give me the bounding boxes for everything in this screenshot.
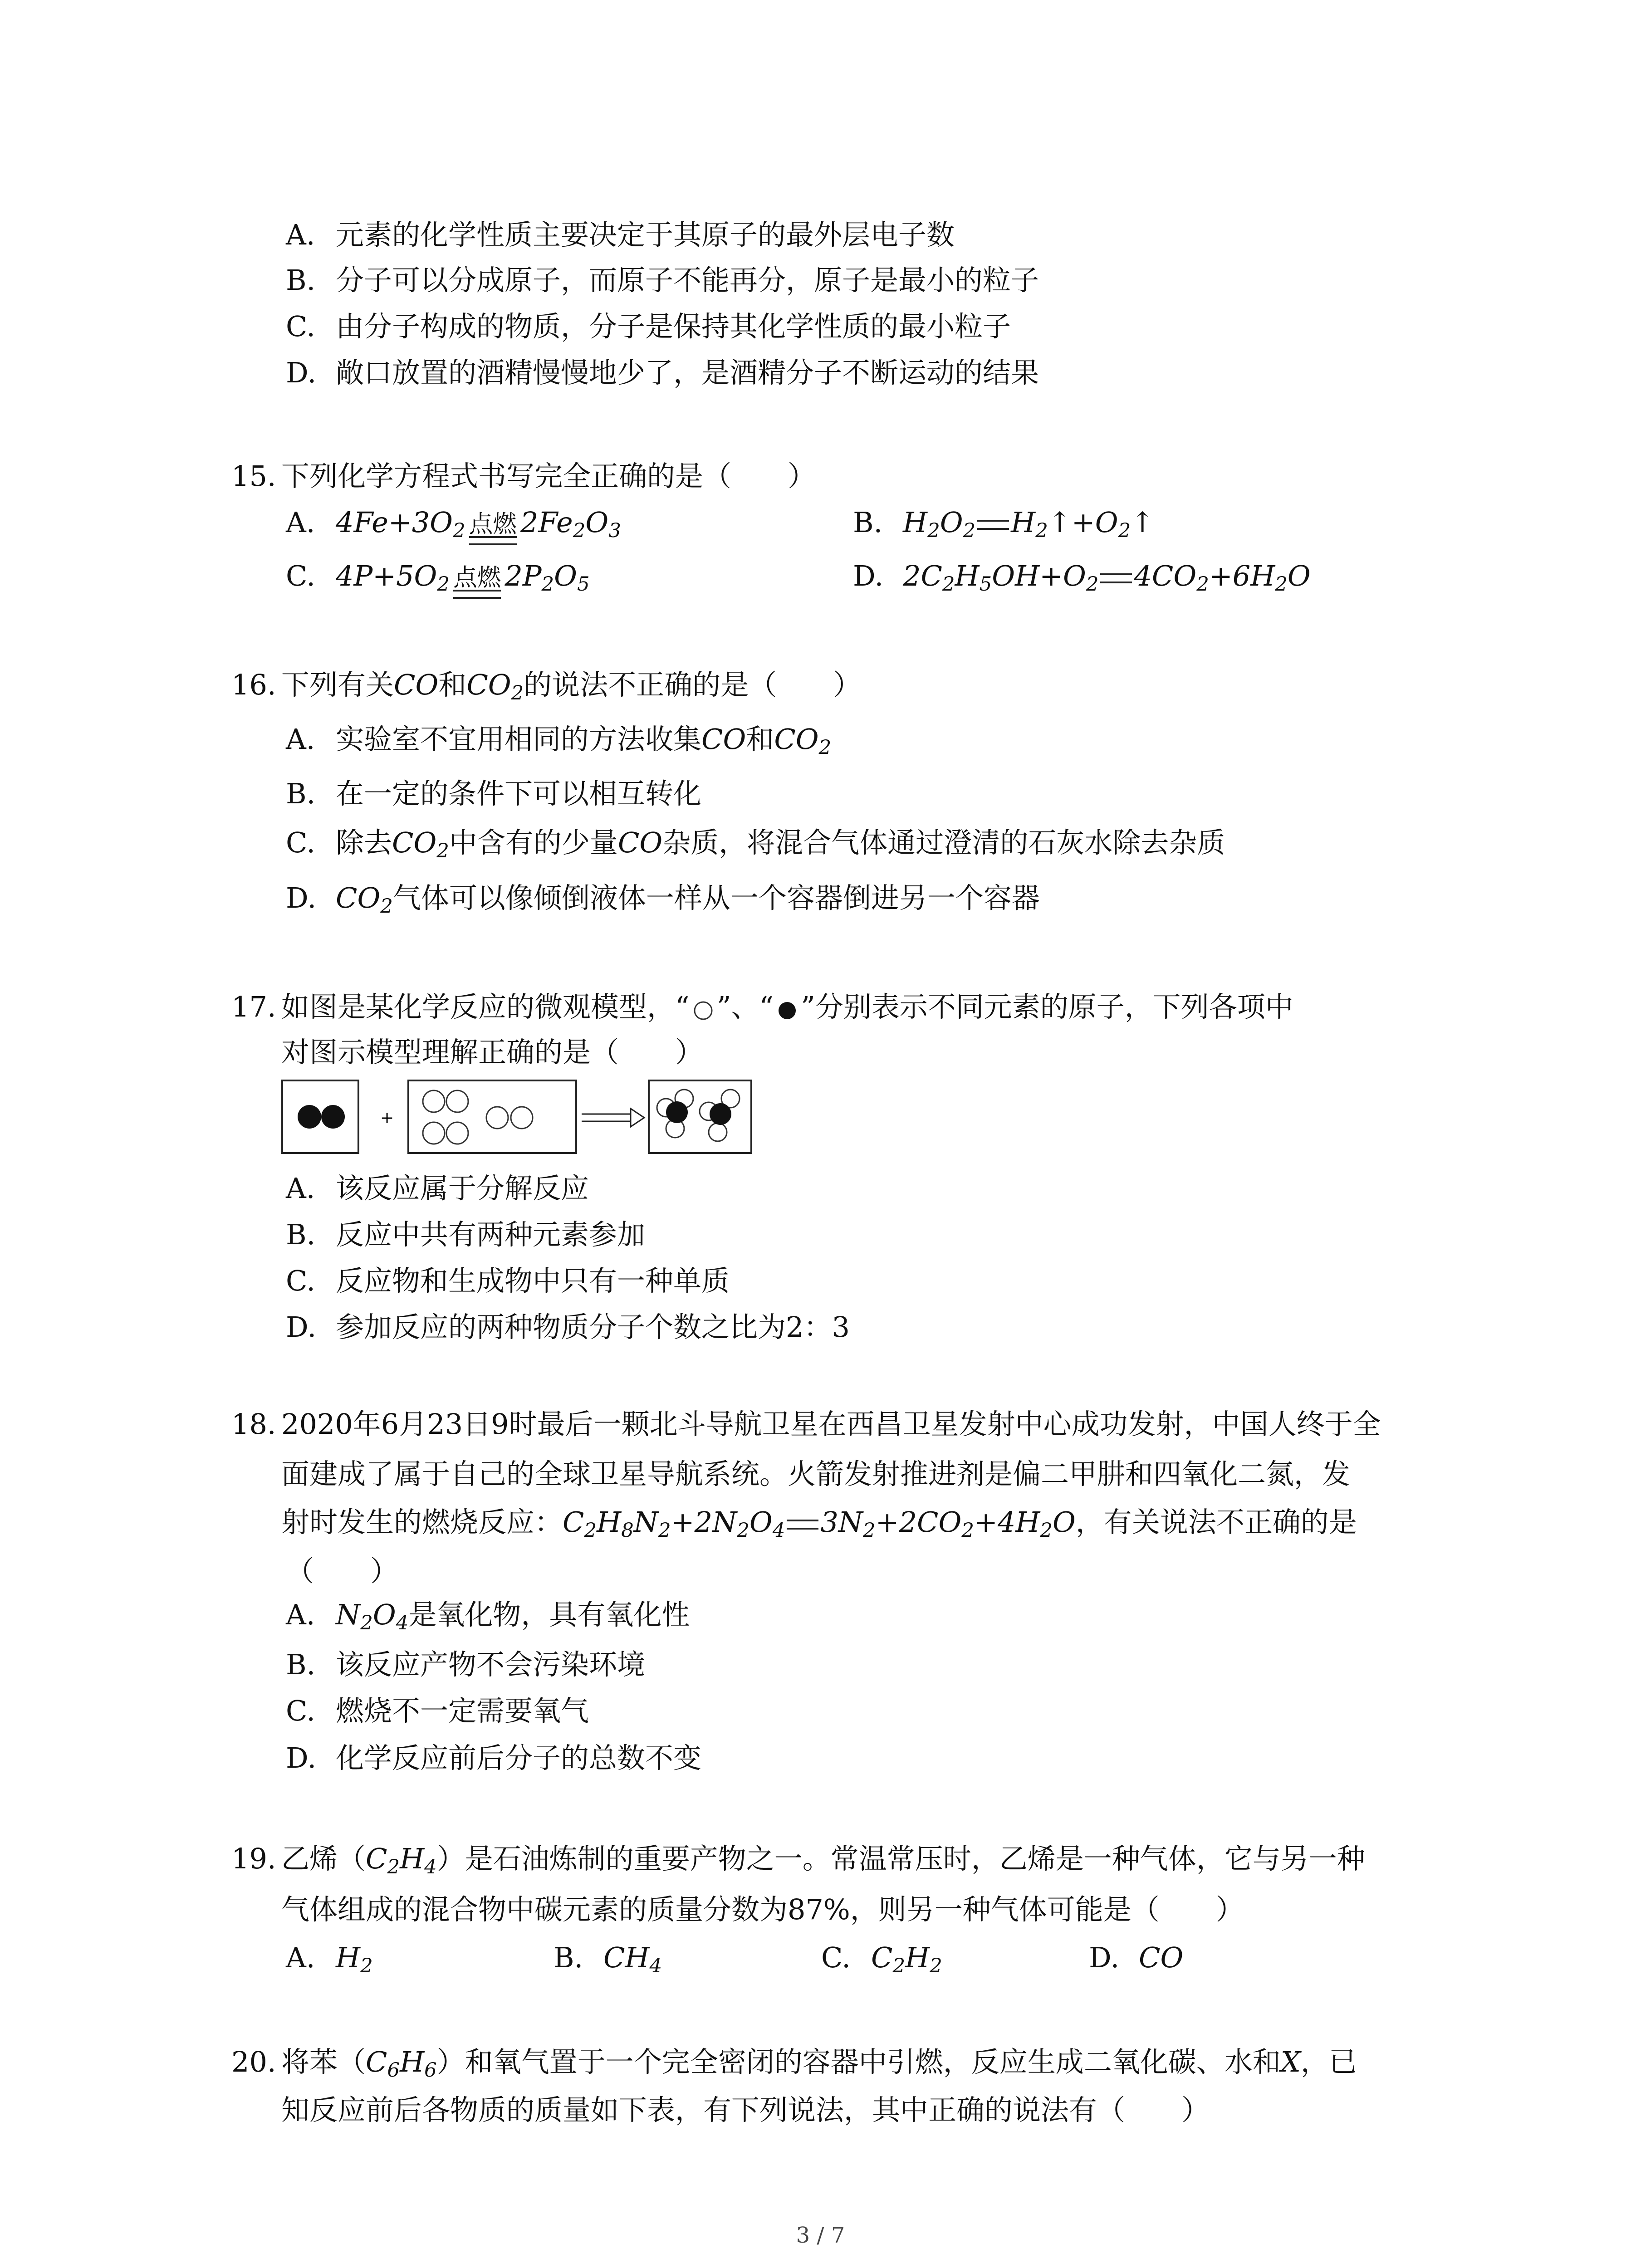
q19-option-c: C. $C_2H_2$ (821, 1941, 942, 1977)
black-atom (710, 1103, 731, 1125)
q18-option-b: B. 该反应产物不会污染环境 (286, 1648, 646, 1681)
q19-option-b: B. $CH_4$ (554, 1941, 662, 1977)
q18-stem-line1: 18. 2020年6月23日9时最后一颗北斗导航卫星在西昌卫星发射中心成功发射，中国人终于全 (231, 1408, 1381, 1441)
white-atom-icon (690, 998, 717, 1021)
reaction-model-diagram (281, 1080, 753, 1161)
q17-option-c: C. 反应物和生成物中只有一种单质 (286, 1264, 730, 1297)
q16-stem: 16. 下列有关CO和$CO_2$的说法不正确的是（ ） (231, 668, 862, 704)
q19-option-a: A. $H_2$ (286, 1941, 373, 1977)
reaction-arrow (582, 1109, 644, 1127)
q18-stem-line4: （ ） (286, 1554, 399, 1588)
q14-option-c: C. 由分子构成的物质，分子是保持其化学性质的最小粒子 (286, 310, 1011, 343)
black-atom (321, 1105, 345, 1129)
q20-stem-line1: 20. 将苯$(C_6H_6)$和氧气置于一个完全密闭的容器中引燃，反应生成二氧化碳、水和X，已 (231, 2045, 1357, 2082)
black-atom (666, 1101, 688, 1123)
q14-option-d: D. 敞口放置的酒精慢慢地少了，是酒精分子不断运动的结果 (286, 356, 1039, 389)
white-atom (423, 1090, 445, 1112)
q16-option-b: B. 在一定的条件下可以相互转化 (286, 777, 702, 810)
q15-option-b: B. $H_2O_2$ $H_2↑+O_2↑$ (853, 506, 1155, 542)
q19-stem-line1: 19. 乙烯$(C_2H_4)$是石油炼制的重要产物之一。常温常压时，乙烯是一种气体，它与另一种 (231, 1842, 1365, 1878)
black-atom (298, 1105, 321, 1129)
q18-option-d: D. 化学反应前后分子的总数不变 (286, 1741, 702, 1774)
white-atom (486, 1107, 508, 1129)
q15-stem: 15. 下列化学方程式书写完全正确的是（ ） (231, 459, 816, 493)
q19-stem-line2: 气体组成的混合物中碳元素的质量分数为87%，则另一种气体可能是（ ） (281, 1893, 1244, 1926)
white-atom (511, 1107, 533, 1129)
q17-option-a: A. 该反应属于分解反应 (286, 1172, 589, 1205)
q15-option-c: C. $4P+5O_2$ 点燃 $2P_2O_5$ (286, 559, 590, 596)
white-atom (446, 1090, 468, 1112)
white-atom (423, 1122, 445, 1144)
q16-option-a: A. 实验室不宜用相同的方法收集CO和$CO_2$ (286, 723, 832, 759)
q18-stem-line3: 射时发生的燃烧反应：$C_2H_8N_2+2N_2O_4$ $3N_2+2CO_2+4H_2O$，有关说法不正确的是 (281, 1505, 1357, 1542)
q15-option-a: A. $4Fe+3O_2$ 点燃 $2Fe_2O_3$ (286, 506, 621, 542)
q20-stem-line2: 知反应前后各物质的质量如下表，有下列说法，其中正确的说法有（ ） (281, 2093, 1210, 2126)
black-atom-icon (774, 998, 801, 1021)
q17-option-d: D. 参加反应的两种物质分子个数之比为2：3 (286, 1310, 850, 1344)
q14-option-a: A. 元素的化学性质主要决定于其原子的最外层电子数 (286, 218, 955, 251)
equals-sign (787, 1520, 818, 1530)
q14-option-b: B. 分子可以分成原子，而原子不能再分，原子是最小的粒子 (286, 264, 1039, 297)
q18-stem-line2: 面建成了属于自己的全球卫星导航系统。火箭发射推进剂是偏二甲肼和四氧化二氮，发 (281, 1457, 1351, 1491)
equals-sign (977, 520, 1009, 530)
q16-option-d: D. $CO_2$气体可以像倾倒液体一样从一个容器倒进另一个容器 (286, 881, 1040, 918)
q17-stem-line1: 17. 如图是某化学反应的微观模型，“ ”、“ ”分别表示不同元素的原子，下列各项中 (231, 990, 1293, 1023)
q17-stem-line2: 对图示模型理解正确的是（ ） (281, 1036, 704, 1069)
q16-option-c: C. 除去$CO_2$中含有的少量CO杂质，将混合气体通过澄清的石灰水除去杂质 (286, 826, 1225, 862)
q17-option-b: B. 反应中共有两种元素参加 (286, 1218, 646, 1251)
white-atom (446, 1122, 468, 1144)
white-atom (709, 1123, 727, 1141)
plus-sign: + (380, 1109, 394, 1127)
q18-option-a: A. $N_2O_4$是氧化物，具有氧化性 (286, 1598, 690, 1634)
equals-sign (1100, 573, 1132, 583)
q18-option-c: C. 燃烧不一定需要氧气 (286, 1694, 589, 1727)
q15-option-d: D. $2C_2H_5OH+O_2$ $4CO_2+6H_2O$ (853, 559, 1311, 596)
q19-option-d: D. CO (1089, 1941, 1184, 1974)
page-number: 3 / 7 (796, 2223, 845, 2248)
